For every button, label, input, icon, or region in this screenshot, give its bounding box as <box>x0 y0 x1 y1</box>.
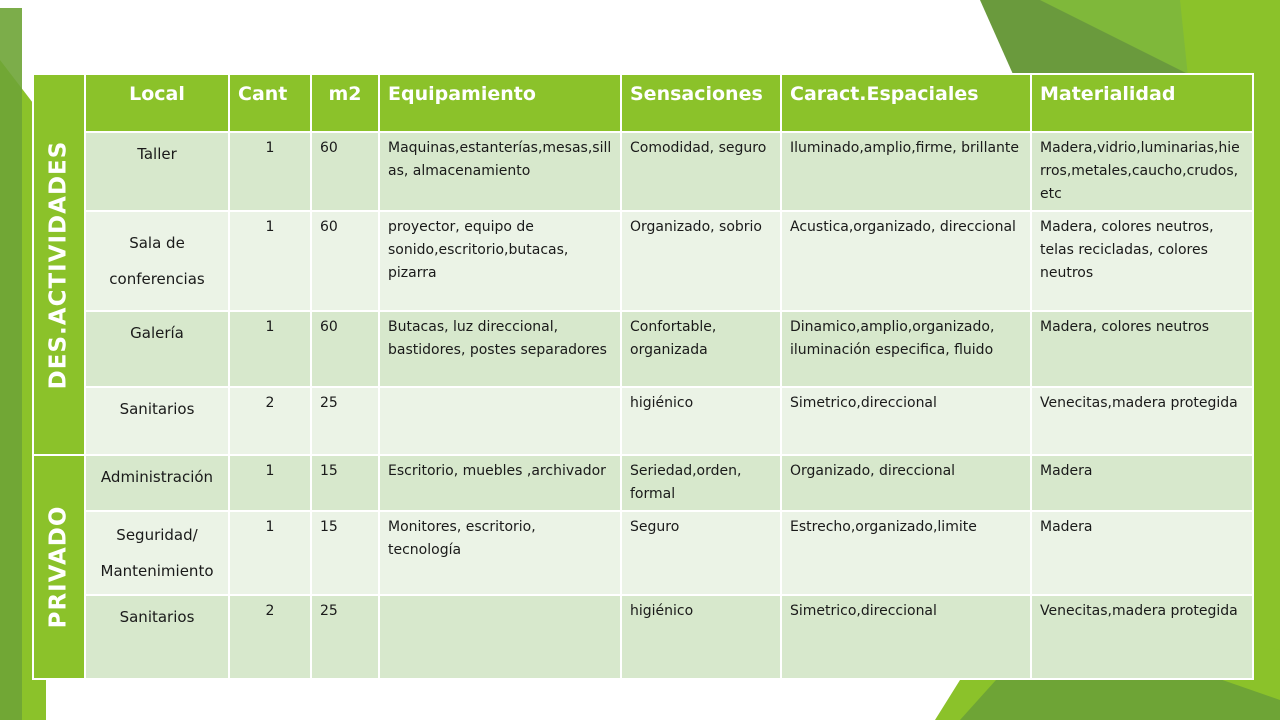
caract-cell: Dinamico,amplio,organizado, iluminación especifica, fluido <box>781 311 1031 387</box>
sensaciones-cell: Comodidad, seguro <box>621 132 781 211</box>
header-local: Local <box>85 74 229 132</box>
header-m2: m2 <box>311 74 379 132</box>
m2-cell: 25 <box>311 595 379 679</box>
cant-cell: 1 <box>229 455 311 511</box>
table-row <box>33 311 1253 387</box>
header-equipamiento: Equipamiento <box>379 74 621 132</box>
equipamiento-cell: Butacas, luz direccional, bastidores, postes separadores <box>379 311 621 387</box>
cant-cell: 2 <box>229 595 311 679</box>
m2-cell: 25 <box>311 387 379 455</box>
group-des-actividades <box>33 74 85 455</box>
local-cell: Administración <box>85 455 229 511</box>
cant-cell: 2 <box>229 387 311 455</box>
caract-cell: Organizado, direccional <box>781 455 1031 511</box>
cant-cell: 1 <box>229 132 311 211</box>
materialidad-cell: Madera, colores neutros, telas recicladas, colores neutros <box>1031 211 1253 311</box>
local-cell: Sanitarios <box>85 595 229 679</box>
m2-cell: 15 <box>311 511 379 595</box>
table-row <box>33 211 1253 311</box>
m2-cell: 15 <box>311 455 379 511</box>
local-cell: Sala de conferencias <box>85 211 229 311</box>
cant-cell: 1 <box>229 311 311 387</box>
group-label: PRIVADO <box>45 505 72 629</box>
table-row <box>33 132 1253 211</box>
sensaciones-cell: higiénico <box>621 387 781 455</box>
sensaciones-cell: higiénico <box>621 595 781 679</box>
caract-cell: Simetrico,direccional <box>781 595 1031 679</box>
sensaciones-cell: Confortable, organizada <box>621 311 781 387</box>
sensaciones-cell: Seguro <box>621 511 781 595</box>
header-materialidad: Materialidad <box>1031 74 1253 132</box>
m2-cell: 60 <box>311 311 379 387</box>
sensaciones-cell: Seriedad,orden, formal <box>621 455 781 511</box>
m2-cell: 60 <box>311 132 379 211</box>
equipamiento-cell: Maquinas,estanterías,mesas,sillas, almacenamiento <box>379 132 621 211</box>
group-label: DES.ACTIVIDADES <box>45 140 72 389</box>
header-cant: Cant <box>229 74 311 132</box>
materialidad-cell: Venecitas,madera protegida <box>1031 387 1253 455</box>
materialidad-cell: Venecitas,madera protegida <box>1031 595 1253 679</box>
header-row <box>33 74 1253 132</box>
equipamiento-cell: Escritorio, muebles ,archivador <box>379 455 621 511</box>
header-sensaciones: Sensaciones <box>621 74 781 132</box>
materialidad-cell: Madera <box>1031 511 1253 595</box>
local-cell: Seguridad/ Mantenimiento <box>85 511 229 595</box>
equipamiento-cell <box>379 595 621 679</box>
local-cell: Galería <box>85 311 229 387</box>
equipamiento-cell: Monitores, escritorio, tecnología <box>379 511 621 595</box>
table-row <box>33 387 1253 455</box>
cant-cell: 1 <box>229 511 311 595</box>
materialidad-cell: Madera <box>1031 455 1253 511</box>
table-row <box>33 511 1253 595</box>
materialidad-cell: Madera, colores neutros <box>1031 311 1253 387</box>
table-row <box>33 455 1253 511</box>
program-table <box>32 73 1254 680</box>
caract-cell: Iluminado,amplio,firme, brillante <box>781 132 1031 211</box>
caract-cell: Acustica,organizado, direccional <box>781 211 1031 311</box>
cant-cell: 1 <box>229 211 311 311</box>
local-cell: Taller <box>85 132 229 211</box>
header-caract-espaciales: Caract.Espaciales <box>781 74 1031 132</box>
local-cell: Sanitarios <box>85 387 229 455</box>
materialidad-cell: Madera,vidrio,luminarias,hierros,metales,caucho,crudos,etc <box>1031 132 1253 211</box>
group-privado <box>33 455 85 679</box>
equipamiento-cell: proyector, equipo de sonido,escritorio,butacas, pizarra <box>379 211 621 311</box>
table-row <box>33 595 1253 679</box>
caract-cell: Simetrico,direccional <box>781 387 1031 455</box>
sensaciones-cell: Organizado, sobrio <box>621 211 781 311</box>
equipamiento-cell <box>379 387 621 455</box>
caract-cell: Estrecho,organizado,limite <box>781 511 1031 595</box>
m2-cell: 60 <box>311 211 379 311</box>
